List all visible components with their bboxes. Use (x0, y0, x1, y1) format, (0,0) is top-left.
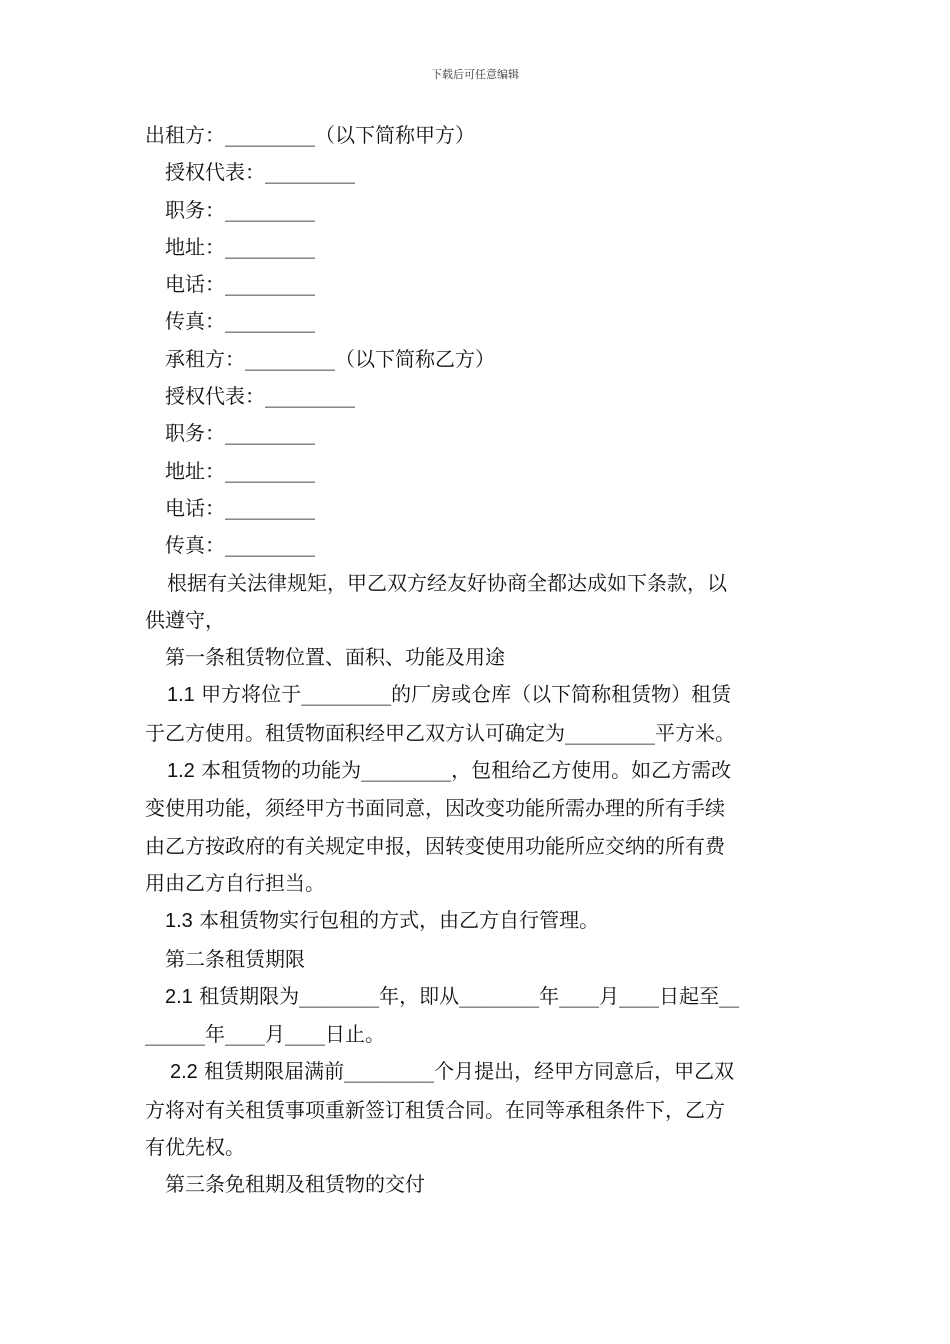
lessee-phone: 电话：_________ (165, 495, 315, 520)
clause-1-3 (145, 902, 810, 940)
article2-title: 第二条租赁期限 (165, 946, 305, 971)
lessor-title: 出租方：_________（以下简称甲方） (145, 123, 475, 147)
clause-2-1-line-2: ______年____月____日止。 (145, 1022, 385, 1047)
clause-number: 2.2 (170, 1061, 198, 1084)
intro-line-1: 根据有关法律规矩，甲乙双方经友好协商全都达成如下条款，以 (167, 570, 727, 595)
clause-text: 本租赁物的功能为_________，包租给乙方使用。如乙方需改 (201, 758, 732, 783)
article1-title: 第一条租赁物位置、面积、功能及用途 (165, 645, 505, 670)
clause-text: 租赁期限为________年，即从________年____月____日起至__ (199, 983, 740, 1008)
clause-1-2-line-1 (145, 752, 810, 790)
clause-1-2-line-2: 变使用功能，须经甲方书面同意，因改变功能所需办理的所有手续 (145, 796, 725, 821)
clause-number: 1.3 (165, 910, 193, 933)
clause-text: 本租赁物实行包租的方式，由乙方自行管理。 (199, 908, 600, 933)
lessee-rep: 授权代表：_________ (165, 384, 355, 409)
clause-text: 租赁期限届满前_________个月提出，经甲方同意后，甲乙双 (204, 1059, 735, 1084)
contract-body (145, 117, 810, 1204)
clause-2-2-line-1 (145, 1053, 810, 1091)
clause-2-1-line-1 (145, 978, 810, 1016)
clause-2-2-line-2: 方将对有关租赁事项重新签订租赁合同。在同等承租条件下，乙方 (145, 1097, 725, 1122)
intro-line-2: 供遵守， (145, 607, 225, 632)
lessee-position: 职务：_________ (165, 421, 315, 446)
lessee-address: 地址：_________ (165, 458, 315, 483)
article3-title: 第三条免租期及租赁物的交付 (165, 1172, 425, 1197)
lessor-rep: 授权代表：_________ (165, 160, 355, 185)
lessor-address: 地址：_________ (165, 234, 315, 259)
clause-1-1-line-2: 于乙方使用。租赁物面积经甲乙双方认可确定为_________平方米。 (145, 720, 735, 745)
clause-number: 1.2 (167, 760, 195, 783)
clause-2-2-line-3: 有优先权。 (145, 1135, 245, 1160)
lessor-position: 职务：_________ (165, 197, 315, 222)
clause-1-2-line-3: 由乙方按政府的有关规定申报，因转变使用功能所应交纳的所有费 (145, 833, 725, 858)
clause-1-1-line-1 (145, 676, 810, 714)
clause-text: 甲方将位于_________的厂房或仓库（以下简称租赁物）租赁 (201, 682, 732, 707)
lessee-title: 承租方：_________（以下简称乙方） (165, 346, 495, 371)
page-header: 下载后可任意编辑 (431, 68, 519, 81)
clause-number: 1.1 (167, 684, 195, 707)
lessor-phone: 电话：_________ (165, 272, 315, 297)
clause-1-2-line-4: 用由乙方自行担当。 (145, 870, 325, 895)
clause-number: 2.1 (165, 985, 193, 1008)
lessee-fax: 传真：_________ (165, 533, 315, 558)
lessor-fax: 传真：_________ (165, 309, 315, 334)
